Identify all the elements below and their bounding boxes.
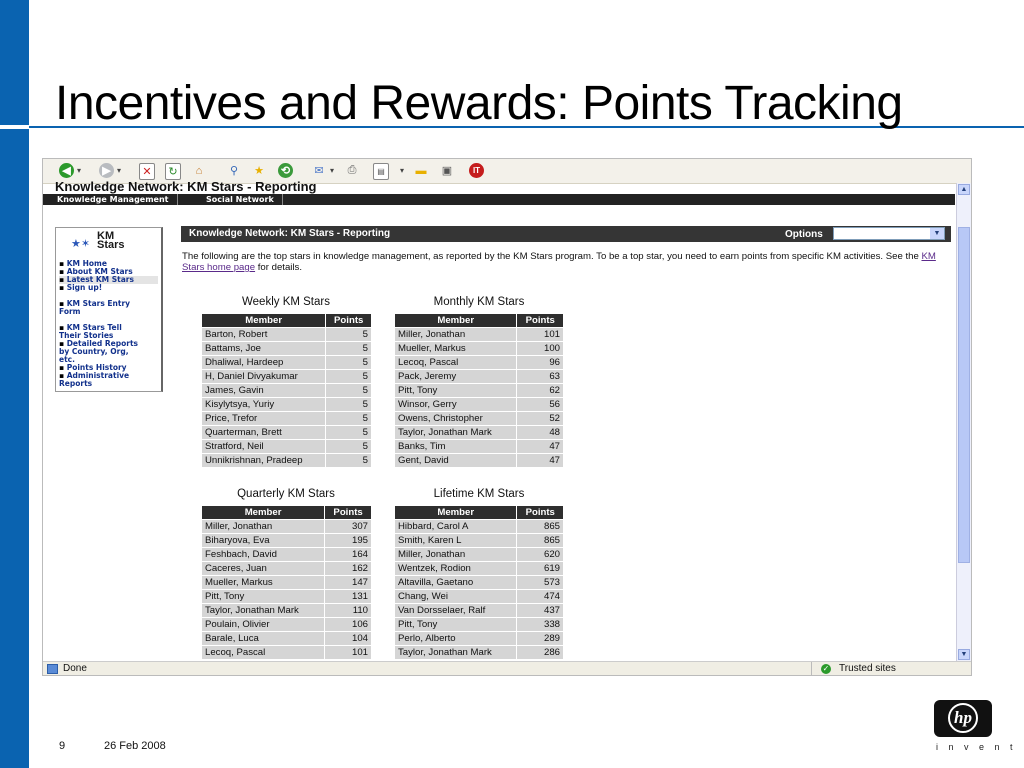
vertical-scrollbar[interactable] bbox=[956, 183, 971, 661]
lifetime-title: Lifetime KM Stars bbox=[433, 488, 525, 500]
table-row bbox=[202, 370, 372, 384]
slide-accent-bar bbox=[0, 0, 29, 768]
table-row bbox=[395, 384, 564, 398]
member-cell: Dhaliwal, Hardeep bbox=[202, 356, 326, 370]
table-row bbox=[202, 398, 372, 412]
table-row bbox=[202, 454, 372, 468]
slide-date: 26 Feb 2008 bbox=[104, 740, 166, 752]
sidebar-item-tell-stories[interactable]: ▪ KM Stars Tell Their Stories bbox=[59, 323, 122, 340]
table-row bbox=[202, 562, 372, 576]
member-cell: Van Dorsselaer, Ralf bbox=[395, 604, 517, 618]
points-cell: 48 bbox=[517, 426, 564, 440]
messenger-icon[interactable]: ▣ bbox=[441, 165, 453, 177]
table-row bbox=[395, 534, 564, 548]
table-row bbox=[395, 604, 564, 618]
member-cell: Feshbach, David bbox=[202, 548, 325, 562]
table-row bbox=[395, 618, 564, 632]
table-row bbox=[395, 356, 564, 370]
folder-icon[interactable]: ▬ bbox=[415, 164, 427, 177]
points-cell: 56 bbox=[517, 398, 564, 412]
column-header-member[interactable]: Member bbox=[395, 506, 517, 520]
brand-tagline: i n v e n t bbox=[936, 742, 1017, 752]
slide-title: Incentives and Rewards: Points Tracking bbox=[55, 77, 903, 130]
options-label: Options bbox=[785, 229, 823, 240]
hp-logo-mark: hp bbox=[948, 703, 978, 733]
table-row bbox=[395, 370, 564, 384]
member-cell: Banks, Tim bbox=[395, 440, 517, 454]
member-cell: Wentzek, Rodion bbox=[395, 562, 517, 576]
table-row bbox=[395, 590, 564, 604]
member-cell: Caceres, Juan bbox=[202, 562, 325, 576]
points-cell: 5 bbox=[326, 384, 372, 398]
logo-line-2: Stars bbox=[97, 239, 125, 251]
member-cell: Miller, Jonathan bbox=[395, 548, 517, 562]
points-cell: 110 bbox=[325, 604, 372, 618]
member-cell: Pack, Jeremy bbox=[395, 370, 517, 384]
member-cell: Lecoq, Pascal bbox=[395, 356, 517, 370]
table-row bbox=[202, 548, 372, 562]
points-cell: 289 bbox=[517, 632, 564, 646]
points-cell: 96 bbox=[517, 356, 564, 370]
nav-tab-social-network[interactable]: Social Network bbox=[198, 194, 283, 205]
points-cell: 573 bbox=[517, 576, 564, 590]
scroll-up-button[interactable]: ▲ bbox=[958, 184, 970, 195]
member-cell: Stratford, Neil bbox=[202, 440, 326, 454]
table-row bbox=[395, 412, 564, 426]
member-cell: Price, Trefor bbox=[202, 412, 326, 426]
points-cell: 338 bbox=[517, 618, 564, 632]
table-row bbox=[202, 632, 372, 646]
table-row bbox=[202, 520, 372, 534]
points-cell: 5 bbox=[326, 454, 372, 468]
table-row bbox=[202, 384, 372, 398]
security-zone-text: Trusted sites bbox=[839, 663, 896, 674]
table-row bbox=[202, 426, 372, 440]
points-cell: 5 bbox=[326, 398, 372, 412]
points-cell: 106 bbox=[325, 618, 372, 632]
column-header-points[interactable]: Points bbox=[326, 314, 372, 328]
options-select[interactable] bbox=[833, 227, 945, 240]
forward-icon[interactable]: ▶ bbox=[99, 163, 114, 178]
points-cell: 437 bbox=[517, 604, 564, 618]
monthly-title: Monthly KM Stars bbox=[433, 296, 525, 308]
points-cell: 5 bbox=[326, 370, 372, 384]
points-cell: 307 bbox=[325, 520, 372, 534]
lifetime-table bbox=[394, 505, 564, 660]
column-header-points[interactable]: Points bbox=[517, 314, 564, 328]
history-icon[interactable]: ⟲ bbox=[278, 163, 293, 178]
sidebar-item-admin-reports[interactable]: ▪ Administrative Reports bbox=[59, 371, 130, 388]
sidebar-item-latest[interactable]: ▪ Latest KM Stars bbox=[59, 276, 158, 284]
member-cell: Taylor, Jonathan Mark bbox=[395, 646, 517, 660]
chevron-down-icon[interactable]: ▼ bbox=[930, 228, 944, 239]
edit-icon[interactable]: ▤ bbox=[373, 163, 389, 180]
table-row bbox=[202, 356, 372, 370]
table-row bbox=[202, 590, 372, 604]
points-cell: 619 bbox=[517, 562, 564, 576]
mail-icon[interactable]: ✉ bbox=[314, 165, 324, 177]
points-cell: 147 bbox=[325, 576, 372, 590]
content-bar-title: Knowledge Network: KM Stars - Reporting bbox=[189, 228, 391, 239]
favorites-icon[interactable]: ★ bbox=[254, 165, 264, 177]
member-cell: Perlo, Alberto bbox=[395, 632, 517, 646]
points-cell: 865 bbox=[517, 520, 564, 534]
table-row bbox=[395, 398, 564, 412]
member-cell: Taylor, Jonathan Mark bbox=[395, 426, 517, 440]
stop-icon[interactable]: ✕ bbox=[139, 163, 155, 180]
member-cell: Biharyova, Eva bbox=[202, 534, 325, 548]
table-row bbox=[202, 412, 372, 426]
km-sidebar bbox=[55, 227, 163, 392]
points-cell: 162 bbox=[325, 562, 372, 576]
member-cell: Pitt, Tony bbox=[395, 384, 517, 398]
table-row bbox=[202, 534, 372, 548]
points-cell: 5 bbox=[326, 412, 372, 426]
table-row bbox=[395, 342, 564, 356]
points-cell: 63 bbox=[517, 370, 564, 384]
back-icon[interactable]: ◀ bbox=[59, 163, 74, 178]
member-cell: Unnikrishnan, Pradeep bbox=[202, 454, 326, 468]
member-cell: Kisylytsya, Yuriy bbox=[202, 398, 326, 412]
member-cell: James, Gavin bbox=[202, 384, 326, 398]
points-cell: 101 bbox=[517, 328, 564, 342]
member-cell: Hibbard, Carol A bbox=[395, 520, 517, 534]
stop-sign-icon[interactable]: IT bbox=[469, 163, 484, 178]
back-dropdown-icon[interactable]: ▾ bbox=[77, 166, 82, 175]
table-row bbox=[395, 440, 564, 454]
quarterly-title: Quarterly KM Stars bbox=[237, 488, 335, 500]
points-cell: 62 bbox=[517, 384, 564, 398]
weekly-title: Weekly KM Stars bbox=[242, 296, 330, 308]
member-cell: Miller, Jonathan bbox=[395, 328, 517, 342]
print-icon[interactable]: ⎙ bbox=[347, 164, 357, 176]
logo-line-1: KM bbox=[97, 230, 115, 242]
table-row bbox=[395, 646, 564, 660]
slide-accent-tick bbox=[0, 125, 29, 129]
member-cell: Battams, Joe bbox=[202, 342, 326, 356]
member-cell: Poulain, Olivier bbox=[202, 618, 325, 632]
points-cell: 47 bbox=[517, 440, 564, 454]
quarterly-table bbox=[201, 505, 372, 660]
member-cell: Lecoq, Pascal bbox=[202, 646, 325, 660]
table-row bbox=[202, 618, 372, 632]
points-cell: 5 bbox=[326, 426, 372, 440]
km-stars-home-link[interactable]: KM Stars home page bbox=[182, 251, 936, 273]
member-cell: Barale, Luca bbox=[202, 632, 325, 646]
table-row bbox=[395, 562, 564, 576]
member-cell: Winsor, Gerry bbox=[395, 398, 517, 412]
page-header-title: Knowledge Network: KM Stars - Reporting bbox=[55, 179, 317, 194]
member-cell: Pitt, Tony bbox=[395, 618, 517, 632]
scroll-thumb[interactable] bbox=[958, 227, 970, 563]
member-cell: Pitt, Tony bbox=[202, 590, 325, 604]
member-cell: Owens, Christopher bbox=[395, 412, 517, 426]
column-header-points[interactable]: Points bbox=[517, 506, 564, 520]
points-cell: 100 bbox=[517, 342, 564, 356]
nav-tab-knowledge-management[interactable]: Knowledge Management bbox=[49, 194, 178, 205]
member-cell: Barton, Robert bbox=[202, 328, 326, 342]
member-cell: Smith, Karen L bbox=[395, 534, 517, 548]
sidebar-item-sign-up[interactable]: ▪ Sign up! bbox=[59, 283, 103, 292]
points-cell: 164 bbox=[325, 548, 372, 562]
table-row bbox=[395, 576, 564, 590]
table-row bbox=[395, 328, 564, 342]
table-row bbox=[202, 328, 372, 342]
member-cell: H, Daniel Divyakumar bbox=[202, 370, 326, 384]
browser-screenshot bbox=[42, 158, 972, 676]
points-cell: 620 bbox=[517, 548, 564, 562]
table-header-row bbox=[202, 506, 372, 520]
table-row bbox=[202, 646, 372, 660]
column-header-member[interactable]: Member bbox=[395, 314, 517, 328]
sidebar-item-detailed-reports[interactable]: ▪ Detailed Reports by Country, Org, etc. bbox=[59, 339, 139, 364]
sidebar-item-km-home[interactable]: ▪ KM Home bbox=[59, 259, 107, 268]
scroll-down-button[interactable]: ▼ bbox=[958, 649, 970, 660]
points-cell: 865 bbox=[517, 534, 564, 548]
points-cell: 195 bbox=[325, 534, 372, 548]
content-header-bar bbox=[181, 226, 951, 242]
table-row bbox=[202, 604, 372, 618]
points-cell: 5 bbox=[326, 328, 372, 342]
edit-dropdown-icon[interactable]: ▾ bbox=[400, 166, 405, 175]
points-cell: 286 bbox=[517, 646, 564, 660]
points-cell: 104 bbox=[325, 632, 372, 646]
status-bar bbox=[43, 661, 971, 676]
sidebar-item-points-history[interactable]: ▪ Points History bbox=[59, 363, 127, 372]
member-cell: Mueller, Markus bbox=[395, 342, 517, 356]
table-row bbox=[202, 576, 372, 590]
points-cell: 131 bbox=[325, 590, 372, 604]
points-cell: 47 bbox=[517, 454, 564, 468]
member-cell: Miller, Jonathan bbox=[202, 520, 325, 534]
column-header-member[interactable]: Member bbox=[202, 314, 326, 328]
points-cell: 474 bbox=[517, 590, 564, 604]
slide-number: 9 bbox=[59, 740, 66, 752]
sidebar-item-about[interactable]: ▪ About KM Stars bbox=[59, 267, 133, 276]
mail-dropdown-icon[interactable]: ▾ bbox=[330, 166, 335, 175]
table-row bbox=[395, 426, 564, 440]
member-cell: Altavilla, Gaetano bbox=[395, 576, 517, 590]
member-cell: Taylor, Jonathan Mark bbox=[202, 604, 325, 618]
weekly-table bbox=[201, 313, 372, 468]
refresh-icon[interactable]: ↻ bbox=[165, 163, 181, 180]
table-header-row bbox=[395, 314, 564, 328]
table-row bbox=[395, 632, 564, 646]
hp-logo bbox=[934, 700, 992, 737]
sidebar-item-entry-form[interactable]: ▪ KM Stars Entry Form bbox=[59, 299, 131, 316]
points-cell: 5 bbox=[326, 356, 372, 370]
column-header-member[interactable]: Member bbox=[202, 506, 325, 520]
top-nav bbox=[43, 194, 955, 205]
home-icon[interactable]: ⌂ bbox=[195, 164, 203, 177]
member-cell: Mueller, Markus bbox=[202, 576, 325, 590]
status-text: Done bbox=[63, 663, 87, 674]
table-row bbox=[202, 440, 372, 454]
points-cell: 5 bbox=[326, 440, 372, 454]
points-cell: 52 bbox=[517, 412, 564, 426]
member-cell: Gent, David bbox=[395, 454, 517, 468]
page-icon bbox=[47, 664, 58, 674]
monthly-table bbox=[394, 313, 564, 468]
points-cell: 5 bbox=[326, 342, 372, 356]
checkmark-icon: ✓ bbox=[822, 664, 830, 673]
table-header-row bbox=[395, 506, 564, 520]
forward-dropdown-icon[interactable]: ▾ bbox=[117, 166, 122, 175]
table-row bbox=[395, 454, 564, 468]
member-cell: Quarterman, Brett bbox=[202, 426, 326, 440]
table-row bbox=[395, 548, 564, 562]
points-cell: 101 bbox=[325, 646, 372, 660]
table-row bbox=[202, 342, 372, 356]
intro-text: The following are the top stars in knowledge management, as reported by the KM Stars program. To be a top star, you need to earn points from specific KM activities. See the KM Stars home page for details. bbox=[182, 251, 936, 273]
km-stars-logo bbox=[71, 232, 141, 254]
member-cell: Chang, Wei bbox=[395, 590, 517, 604]
star-icon: ★✶ bbox=[71, 238, 91, 250]
table-header-row bbox=[202, 314, 372, 328]
search-icon[interactable]: ⚲ bbox=[229, 165, 239, 177]
column-header-points[interactable]: Points bbox=[325, 506, 372, 520]
table-row bbox=[395, 520, 564, 534]
